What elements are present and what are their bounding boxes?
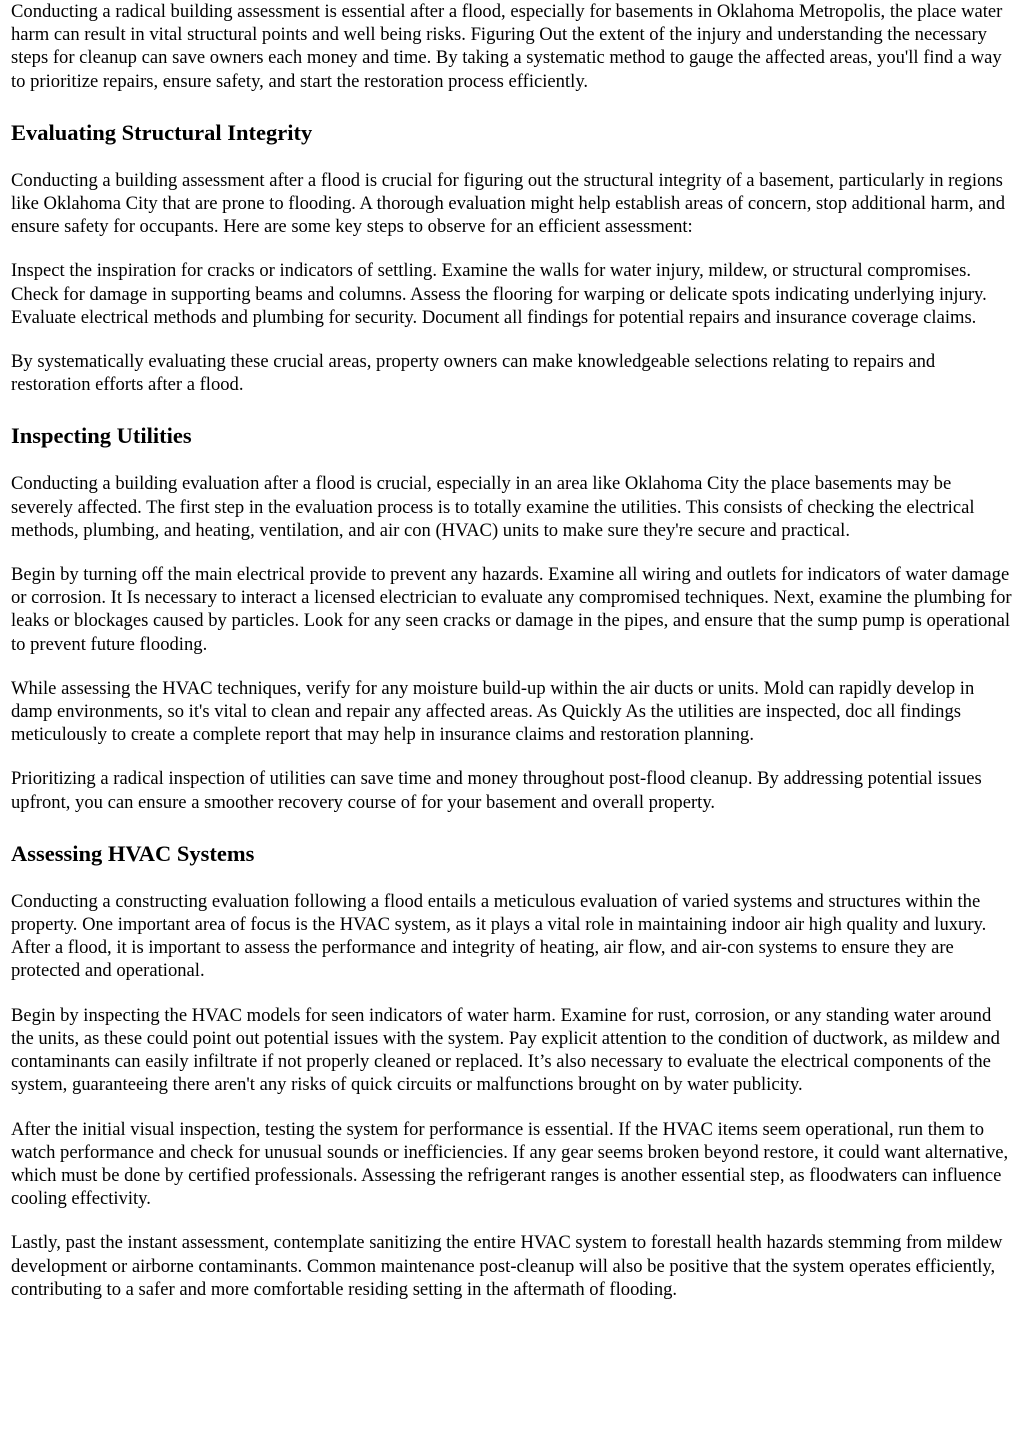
paragraph: Prioritizing a radical inspection of utilities can save time and money throughout post-flood cleanup. By addressing potential issues upfront, you can ensure a smoother recovery course of for your basement and overall property. [11,768,982,813]
paragraph: While assessing the HVAC techniques, verify for any moisture build-up within the air ducts or units. Mold can rapidly develop in damp environments, so it's vital to clean and repair any affected areas. As Quickly As the utilities are inspected, doc all findings meticulously to create a complete report that may help in insurance claims and restoration planning. [11,677,975,746]
paragraph: Lastly, past the instant assessment, contemplate sanitizing the entire HVAC system to forestall health hazards stemming from mildew development or airborne contaminants. Common maintenance post-cleanup will also be positive that the system operates efficiently, contributing to a safer and more comfortable residing setting in the aftermath of flooding. [11,1232,1003,1300]
paragraph: Conducting a building assessment after a flood is crucial for figuring out the structural integrity of a basement, particularly in regions like Oklahoma City that are prone to flooding. A thorough evaluation might help establish areas of concern, stop additional harm, and ensure safety for occupants. Here are some key steps to observe for an efficient assessment: [11,169,1006,238]
paragraph: By systematically evaluating these crucial areas, property owners can make knowledgeable selections relating to repairs and restoration efforts after a flood. [11,351,936,396]
paragraph: Conducting a building evaluation after a flood is crucial, especially in an area like Oklahoma City the place basements may be severely affected. The first step in the evaluation process is to totally examine the utilities. This consists of checking the electrical methods, plumbing, and heating, ventilation, and air con (HVAC) units to make sure they're secure and practical. [11,473,975,541]
section-inspecting-utilities [11,423,1013,813]
section-heading: Inspecting Utilities [11,423,192,449]
section-heading: Assessing HVAC Systems [11,840,255,866]
paragraph: Begin by turning off the main electrical provide to prevent any hazards. Examine all wiring and outlets for indicators of water damage or corrosion. It Is necessary to interact a licensed electrician to evaluate any compromised techniques. Next, examine the plumbing for leaks or blockages caused by particles. Look for any seen cracks or damage in the pipes, and ensure that the sump pump is operational to prevent future flooding. [11,564,1012,655]
paragraph: Begin by inspecting the HVAC models for seen indicators of water harm. Examine for rust, corrosion, or any standing water around the units, as these could point out potential issues with the system. Pay explicit attention to the condition of ductwork, as mildew and contaminants can easily infiltrate if not properly cleaned or replaced. It’s also necessary to evaluate the electrical components of the system, guaranteeing there aren't any risks of quick circuits or malfunctions brought on by water publicity. [11,1004,1000,1096]
paragraph: Conducting a constructing evaluation following a flood entails a meticulous evaluation of varied systems and structures within the property. One important area of focus is the HVAC system, as it plays a vital role in maintaining indoor air high quality and luxury. After a flood, it is important to assess the performance and integrity of heating, air flow, and air-con systems to ensure they are protected and operational. [11,890,987,982]
section-structural-integrity [11,120,1013,397]
paragraph: Inspect the inspiration for cracks or indicators of settling. Examine the walls for water injury, mildew, or structural compromises. Check for damage in supporting beams and columns. Assess the flooring for warping or delicate spots indicating underlying injury. Evaluate electrical methods and plumbing for security. Document all findings for potential repairs and insurance coverage claims. [11,260,987,328]
paragraph: After the initial visual inspection, testing the system for performance is essential. If the HVAC items seem operational, run them to watch performance and check for unusual sounds or inefficiencies. If any gear seems broken beyond restore, it could want alternative, which must be done by certified professionals. Assessing the refrigerant ranges is another essential step, as floodwaters can influence cooling effectivity. [11,1118,1009,1210]
intro-paragraph: Conducting a radical building assessment is essential after a flood, especially for basements in Oklahoma Metropolis, the place water harm can result in vital structural points and well being risks. Figuring Out the extent of the injury and understanding the necessary steps for cleanup can save owners each money and time. By taking a systematic method to gauge the affected areas, you'll find a way to prioritize repairs, ensure safety, and start the restoration process efficiently. [11,1,1003,92]
section-heading: Evaluating Structural Integrity [11,119,313,145]
section-hvac-systems [11,841,1013,1301]
